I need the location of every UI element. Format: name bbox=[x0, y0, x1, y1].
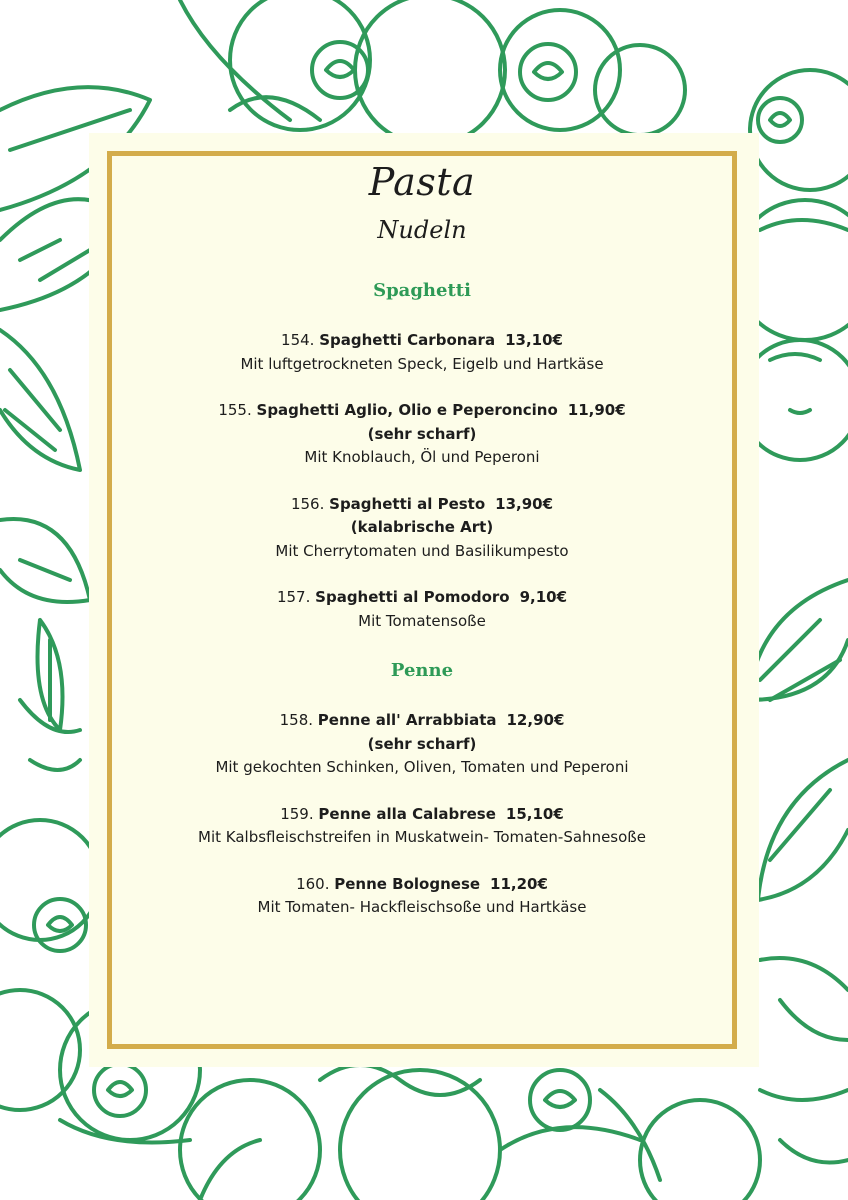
menu-item bbox=[107, 803, 737, 850]
menu-item bbox=[107, 873, 737, 920]
item-note: (kalabrische Art) bbox=[350, 518, 494, 536]
item-title-line bbox=[107, 709, 737, 733]
item-price: 13,10€ bbox=[505, 331, 563, 349]
section-items-penne bbox=[107, 709, 737, 920]
item-price: 11,20€ bbox=[490, 874, 548, 893]
item-name: Penne all' Arrabbiata bbox=[317, 711, 497, 729]
item-price: 9,10€ bbox=[519, 588, 568, 606]
item-description: Mit Tomaten- Hackfleischsoße und Hartkäse bbox=[257, 898, 587, 916]
item-description: Mit Tomatensoße bbox=[358, 611, 486, 630]
page-subtitle: Nudeln bbox=[377, 216, 467, 244]
menu-content bbox=[107, 151, 737, 920]
item-number: 158. bbox=[279, 711, 314, 729]
item-number: 156. bbox=[290, 494, 325, 513]
item-name: Spaghetti Aglio, Olio e Peperoncino bbox=[256, 401, 558, 419]
item-note: (sehr scharf) bbox=[367, 424, 477, 443]
item-description: Mit Cherrytomaten und Basilikumpesto bbox=[275, 541, 569, 560]
item-price: 15,10€ bbox=[505, 804, 564, 823]
item-title-line bbox=[107, 873, 737, 897]
menu-item bbox=[107, 399, 737, 470]
item-title-line bbox=[107, 399, 737, 423]
item-description: Mit luftgetrockneten Speck, Eigelb und Hartkäse bbox=[240, 354, 604, 373]
item-number: 157. bbox=[276, 588, 311, 606]
item-description: Mit Kalbsfleischstreifen in Muskatwein- Tomaten-Sahnesoße bbox=[198, 828, 646, 846]
item-title-line bbox=[107, 493, 737, 517]
item-price: 11,90€ bbox=[567, 401, 626, 419]
item-description: Mit Knoblauch, Öl und Peperoni bbox=[304, 448, 540, 466]
item-title-line bbox=[107, 803, 737, 827]
item-number: 154. bbox=[281, 331, 315, 349]
menu-item bbox=[107, 586, 737, 633]
item-number: 160. bbox=[296, 874, 330, 893]
item-name: Penne alla Calabrese bbox=[318, 804, 496, 823]
section-heading-spaghetti: Spaghetti bbox=[373, 280, 471, 301]
item-price: 13,90€ bbox=[495, 494, 554, 513]
item-description: Mit gekochten Schinken, Oliven, Tomaten und Peperoni bbox=[215, 758, 629, 776]
menu-item bbox=[107, 709, 737, 780]
item-name: Spaghetti al Pesto bbox=[329, 494, 486, 513]
item-note: (sehr scharf) bbox=[367, 734, 477, 753]
item-name: Penne Bolognese bbox=[334, 874, 481, 893]
item-number: 155. bbox=[218, 401, 252, 419]
item-title-line bbox=[107, 586, 737, 610]
item-price: 12,90€ bbox=[506, 711, 565, 729]
item-name: Spaghetti Carbonara bbox=[319, 331, 496, 349]
section-items-spaghetti bbox=[107, 329, 737, 633]
item-title-line bbox=[107, 329, 737, 353]
item-name: Spaghetti al Pomodoro bbox=[315, 588, 510, 606]
section-heading-penne: Penne bbox=[390, 660, 454, 681]
item-number: 159. bbox=[280, 804, 314, 823]
menu-item bbox=[107, 329, 737, 376]
menu-item bbox=[107, 493, 737, 564]
page-title: Pasta bbox=[368, 160, 476, 204]
